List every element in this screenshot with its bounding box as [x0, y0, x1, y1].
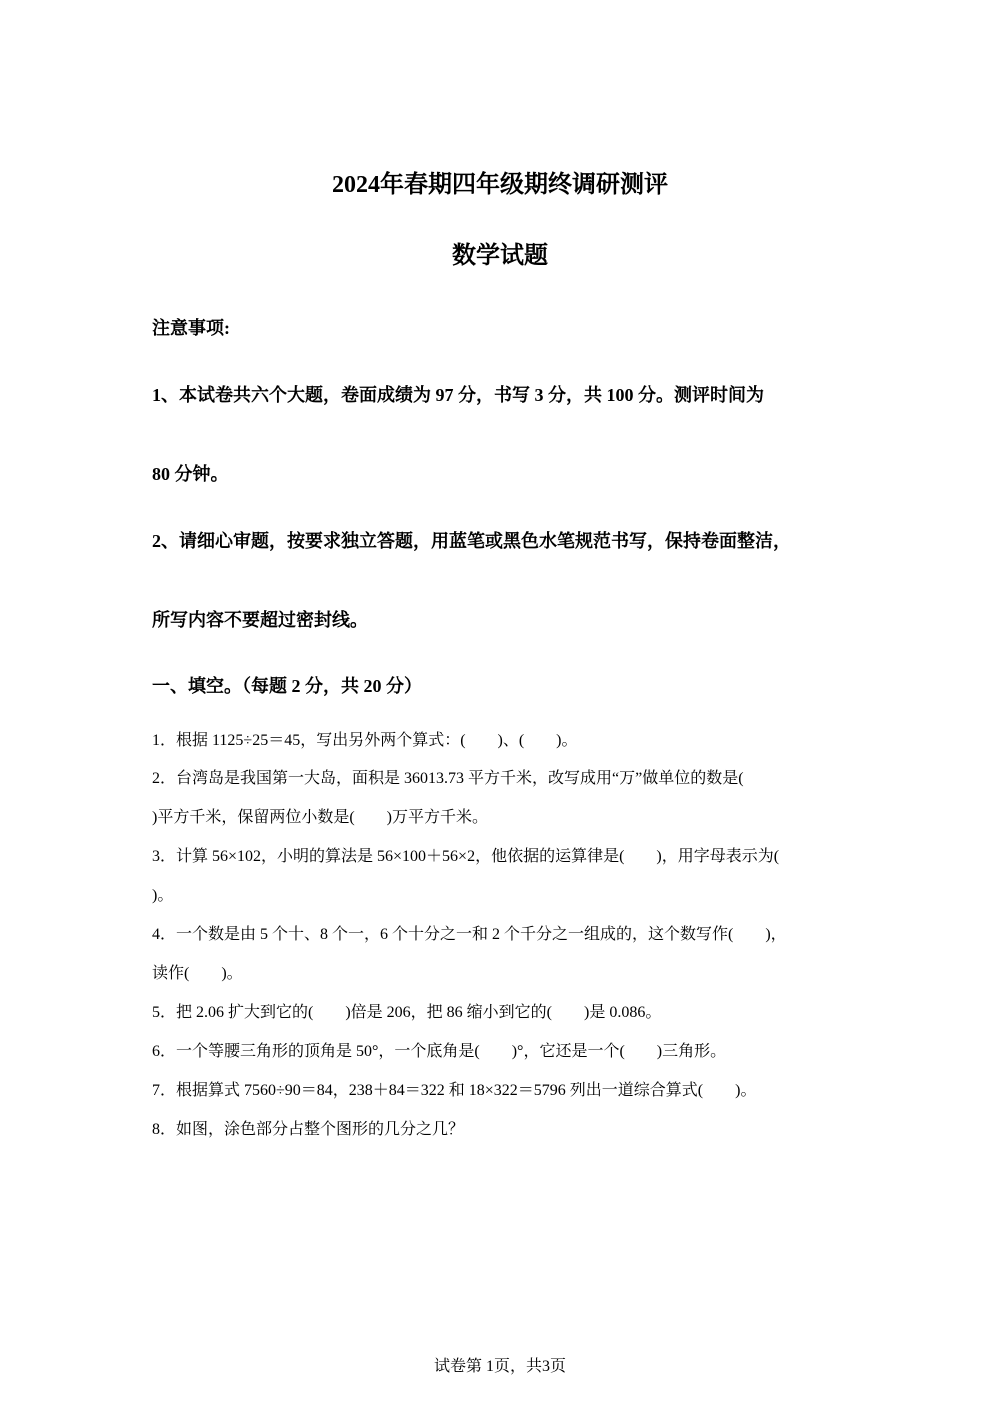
notice-heading: 注意事项: — [152, 318, 230, 338]
exam-title: 2024年春期四年级期终调研测评 — [332, 172, 668, 198]
question-line: 7．根据算式 7560÷90＝84，238＋84＝322 和 18×322＝5796 列出一道综合算式( )。 — [152, 1082, 757, 1099]
question-line: 2．台湾岛是我国第一大岛，面积是 36013.73 平方千米，改写成用“万”做单位的数是( — [152, 770, 744, 787]
notice-item-1-line-1: 1、本试卷共六个大题，卷面成绩为 97 分，书写 3 分，共 100 分。测评时间为 — [152, 385, 764, 405]
question-line: 5．把 2.06 扩大到它的( )倍是 206，把 86 缩小到它的( )是 0.086。 — [152, 1004, 662, 1021]
question-line: )平方千米，保留两位小数是( )万平方千米。 — [152, 809, 488, 826]
question-line: )。 — [152, 887, 174, 904]
exam-subtitle: 数学试题 — [452, 243, 548, 269]
notice-item-2-line-2: 所写内容不要超过密封线。 — [152, 610, 368, 630]
question-line: 4．一个数是由 5 个十、8 个一，6 个十分之一和 2 个千分之一组成的，这个数写作( )， — [152, 926, 787, 943]
section-1-heading: 一、填空。（每题 2 分，共 20 分） — [152, 676, 422, 696]
question-line: 6．一个等腰三角形的顶角是 50°，一个底角是( )°，它还是一个( )三角形。 — [152, 1043, 727, 1060]
question-line: 读作( )。 — [152, 965, 243, 982]
notice-item-2-line-1: 2、请细心审题，按要求独立答题，用蓝笔或黑色水笔规范书写，保持卷面整洁， — [152, 531, 791, 551]
question-line: 1．根据 1125÷25＝45，写出另外两个算式：( )、( )。 — [152, 732, 578, 749]
question-line: 3．计算 56×102，小明的算法是 56×100＋56×2，他依据的运算律是( )，用字母表示为( — [152, 848, 780, 865]
question-line: 8．如图，涂色部分占整个图形的几分之几？ — [152, 1121, 465, 1138]
page-number: 试卷第 1页，共3页 — [433, 1358, 566, 1375]
notice-item-1-line-2: 80 分钟。 — [152, 464, 229, 484]
